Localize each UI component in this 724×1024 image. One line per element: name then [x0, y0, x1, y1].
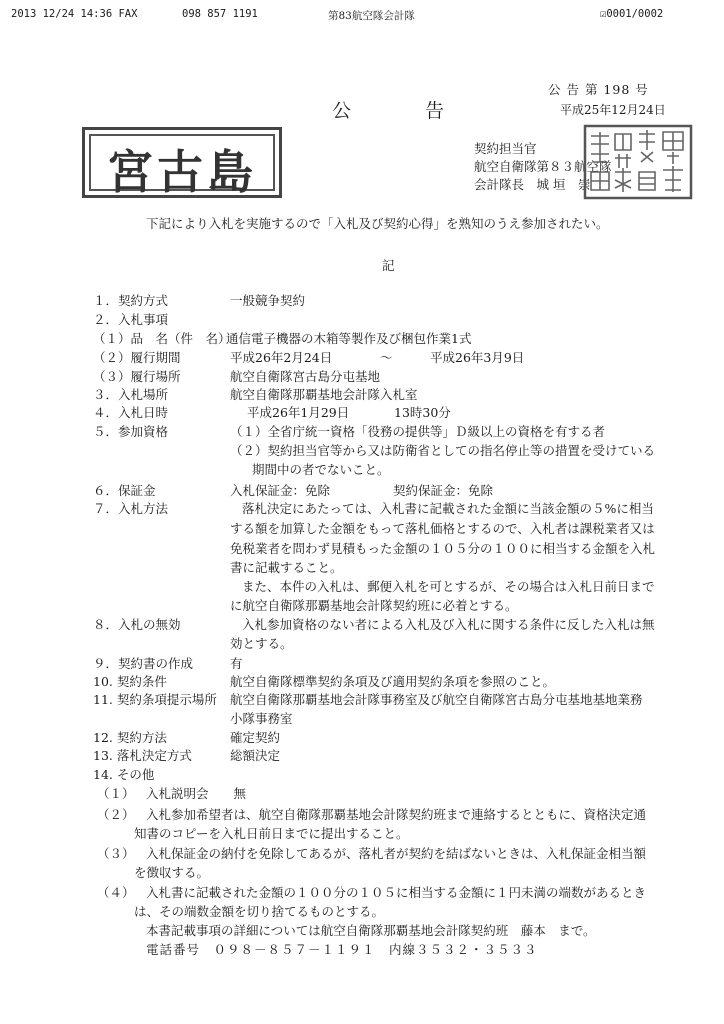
item-2-3-value: 航空自衛隊宮古島分屯基地 — [230, 369, 381, 384]
item-11-line1: 航空自衛隊那覇基地会計隊事務室及び航空自衛隊宮古島分屯基地基地業務 — [230, 692, 643, 707]
item-10-value: 航空自衛隊標準契約条項及び適用契約条項を参照のこと。 — [230, 674, 556, 689]
item-14-1-text: 入札説明会 無 — [146, 786, 247, 801]
item-6-value2: 契約保証金：免除 — [393, 483, 494, 498]
page-title: 公 告 — [332, 100, 479, 122]
item-7-line1: 落札決定にあたっては、入札書に記載された金額に当該金額の５%に相当 — [242, 501, 654, 516]
item-5-line1: （１）全省庁統一資格「役務の提供等」Ｄ級以上の資格を有する者 — [230, 424, 606, 439]
item-2-1-label: （１）品 名（件 名） — [93, 331, 231, 346]
item-5-label: ５．参加資格 — [93, 424, 169, 439]
footer-contact-note: 本書記載事項の詳細については航空自衛隊那覇基地会計隊契約班 藤本 まで。 — [146, 923, 596, 938]
item-1-value: 一般競争契約 — [230, 293, 306, 308]
item-4-date: 平成26年1月29日 — [247, 405, 350, 420]
item-7-label: ７．入札方法 — [93, 501, 169, 516]
item-14-4-line2: は、その端数金額を切り捨てるものとする。 — [134, 904, 385, 919]
notice-date: 平成25年12月24日 — [560, 103, 666, 117]
item-14-3-num: （３） — [97, 846, 135, 861]
item-14-3-line2: を徴収する。 — [134, 865, 210, 880]
item-4-label: ４．入札日時 — [93, 405, 169, 420]
place-stamp — [82, 127, 282, 198]
item-5-line2: （２）契約担当官等から又は防衛省としての指名停止等の措置を受けている — [230, 443, 656, 458]
place-stamp-text: 宮古島 — [107, 145, 257, 199]
item-14-4-num: （４） — [97, 885, 135, 900]
item-2-label: ２．入札事項 — [93, 312, 169, 327]
item-10-label: 10. 契約条件 — [93, 674, 167, 689]
item-3-value: 航空自衛隊那覇基地会計隊入札室 — [230, 387, 418, 402]
item-14-label: 14. その他 — [93, 767, 155, 782]
item-9-label: ９．契約書の作成 — [93, 656, 194, 671]
item-3-label: ３．入札場所 — [93, 387, 169, 402]
item-2-2-label: （２）履行期間 — [93, 350, 181, 365]
item-11-label: 11. 契約条項提示場所 — [93, 692, 217, 707]
issuer-title: 契約担当官 — [474, 141, 537, 156]
notice-number: 公 告 第 198 号 — [548, 82, 649, 97]
item-14-2-num: （２） — [97, 807, 135, 822]
item-7-line4: 書に記載すること。 — [230, 560, 343, 575]
footer-phone: 電話番号 ０９８－８５７－１１９１ 内線３５３２・３５３３ — [146, 942, 538, 957]
item-12-value: 確定契約 — [230, 730, 281, 745]
item-8-label: ８．入札の無効 — [93, 617, 181, 632]
intro-text: 下記により入札を実施するので「入札及び契約心得」を熟知のうえ参加されたい。 — [146, 216, 609, 231]
item-8-line1: 入札参加資格のない者による入札及び入札に関する条件に反した入札は無 — [242, 617, 655, 632]
issuer-name: 会計隊長 城 垣 崇 — [474, 177, 591, 192]
item-9-value: 有 — [230, 656, 243, 671]
item-6-value1: 入札保証金：免除 — [230, 483, 331, 498]
item-4-time: 13時30分 — [394, 405, 451, 420]
item-14-2-line2: 知書のコピーを入札日前日までに提出すること。 — [134, 826, 409, 841]
item-13-label: 13. 落札決定方式 — [93, 748, 192, 763]
item-2-2-from: 平成26年2月24日 — [230, 350, 333, 365]
fax-sender: 第83航空隊会計隊 — [328, 10, 415, 22]
item-1-label: １．契約方式 — [93, 293, 169, 308]
fax-number: 098 857 1191 — [182, 8, 258, 20]
item-2-2-tilde: ～ — [380, 350, 393, 365]
item-14-2-line1: 入札参加希望者は、航空自衛隊那覇基地会計隊契約班まで連絡するとともに、資格決定通 — [146, 807, 647, 822]
official-seal-icon — [583, 124, 693, 200]
ki-heading: 記 — [382, 258, 395, 273]
item-12-label: 12. 契約方法 — [93, 730, 167, 745]
item-13-value: 総額決定 — [230, 748, 281, 763]
item-7-line3: 免税業者を問わず見積もった金額の１０５分の１００に相当する金額を入札 — [230, 541, 656, 556]
item-6-label: ６．保証金 — [93, 483, 156, 498]
item-14-3-line1: 入札保証金の納付を免除してあるが、落札者が契約を結ばないときは、入札保証金相当額 — [146, 846, 647, 861]
item-2-3-label: （３）履行場所 — [93, 369, 181, 384]
item-5-line3: 期間中の者でないこと。 — [252, 462, 390, 477]
item-7-line6: に航空自衛隊那覇基地会計隊契約班に必着とする。 — [230, 598, 518, 613]
item-7-line5: また、本件の入札は、郵便入札を可とするが、その場合は入札日前日まで — [242, 579, 655, 594]
item-14-1-num: （１） — [97, 786, 135, 801]
item-7-line2: する額を加算した金額をもって落札価格とするので、入札者は課税業者又は — [230, 521, 655, 536]
item-2-2-to: 平成26年3月9日 — [430, 350, 525, 365]
item-2-1-value: 通信電子機器の木箱等製作及び梱包作業1式 — [226, 331, 472, 346]
issuer-unit: 航空自衛隊第８３航空隊 — [474, 159, 612, 174]
item-8-line2: 効とする。 — [230, 636, 293, 651]
item-11-line2: 小隊事務室 — [230, 711, 293, 726]
item-14-4-line1: 入札書に記載された金額の１００分の１０５に相当する金額に１円未満の端数があるとき — [146, 885, 647, 900]
fax-page: ☑0001/0002 — [600, 8, 664, 20]
fax-datetime: 2013 12/24 14:36 FAX — [11, 8, 138, 20]
